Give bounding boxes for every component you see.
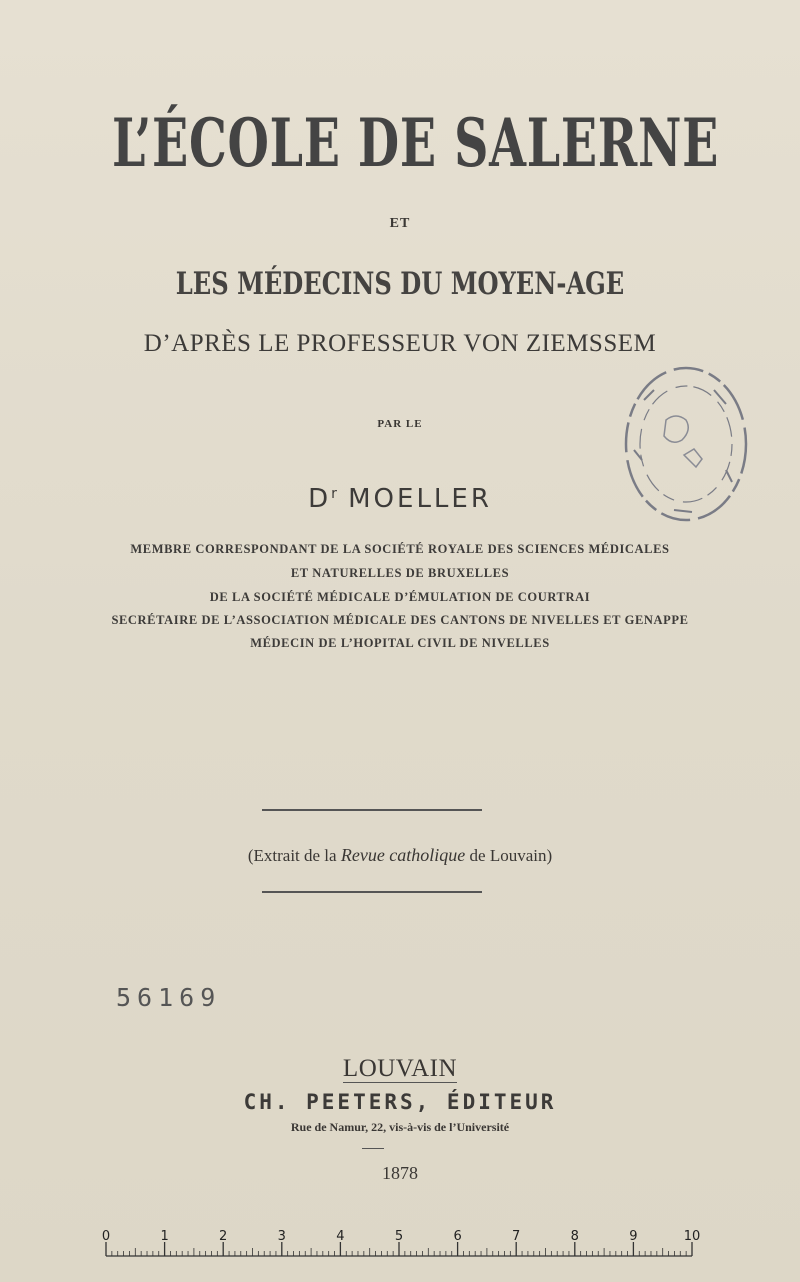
credential-line: SECRÉTAIRE DE L’ASSOCIATION MÉDICALE DES CANTONS DE NIVELLES ET GENAPPE <box>111 613 689 627</box>
book-subtitle: LES MÉDECINS DU MOYEN-AGE <box>175 266 625 302</box>
credential-line: ET NATURELLES DE BRUXELLES <box>290 566 510 580</box>
author-prefix: D <box>308 484 332 514</box>
journal-title: Revue catholique <box>340 845 466 865</box>
ruler-label: 5 <box>394 1229 404 1244</box>
extract-note <box>0 845 800 866</box>
author-surname: MOELLER <box>336 484 492 514</box>
credential-line: MÉDECIN DE L’HOPITAL CIVIL DE NIVELLES <box>250 636 550 650</box>
title-conjunction: ET <box>389 216 411 231</box>
imprint-address: Rue de Namur, 22, vis-à-vis de l’Université <box>290 1120 510 1134</box>
ruler-label: 6 <box>453 1229 462 1244</box>
imprint-city <box>0 1055 800 1083</box>
divider-rule <box>262 891 482 893</box>
ruler-label: 2 <box>219 1229 228 1244</box>
ruler-label: 0 <box>101 1229 111 1244</box>
imprint-city-text: LOUVAIN <box>342 1055 458 1082</box>
author-prefix-sup: r <box>331 486 337 502</box>
ruler-label: 1 <box>160 1229 169 1244</box>
ruler-label: 7 <box>512 1229 521 1244</box>
library-stamp <box>614 360 754 532</box>
book-title: L’ÉCOLE DE SALERNE <box>112 104 720 182</box>
imprint-publisher: CH. PEETERS, ÉDITEUR <box>243 1090 557 1114</box>
credential-line: MEMBRE CORRESPONDANT DE LA SOCIÉTÉ ROYALE DES SCIENCES MÉDICALES <box>130 542 670 556</box>
ruler-label: 3 <box>277 1229 286 1244</box>
ruler-label: 10 <box>683 1229 701 1244</box>
extract-suffix: de Louvain) <box>465 846 553 865</box>
by-line: PAR LE <box>377 418 423 430</box>
imprint-year: 1878 <box>382 1163 418 1183</box>
divider-rule <box>262 809 482 811</box>
subtitle-attribution: D’APRÈS LE PROFESSEUR VON ZIEMSSEM <box>143 330 657 357</box>
short-divider <box>362 1148 384 1149</box>
ruler-label: 9 <box>629 1229 638 1244</box>
credential-line: DE LA SOCIÉTÉ MÉDICALE D’ÉMULATION DE COURTRAI <box>209 590 591 604</box>
ruler-label: 8 <box>570 1229 579 1244</box>
shelfmark-number: 56169 <box>116 983 222 1012</box>
extract-prefix: (Extrait de la <box>247 846 341 865</box>
scale-ruler <box>98 1228 702 1260</box>
ruler-label: 4 <box>336 1229 345 1244</box>
